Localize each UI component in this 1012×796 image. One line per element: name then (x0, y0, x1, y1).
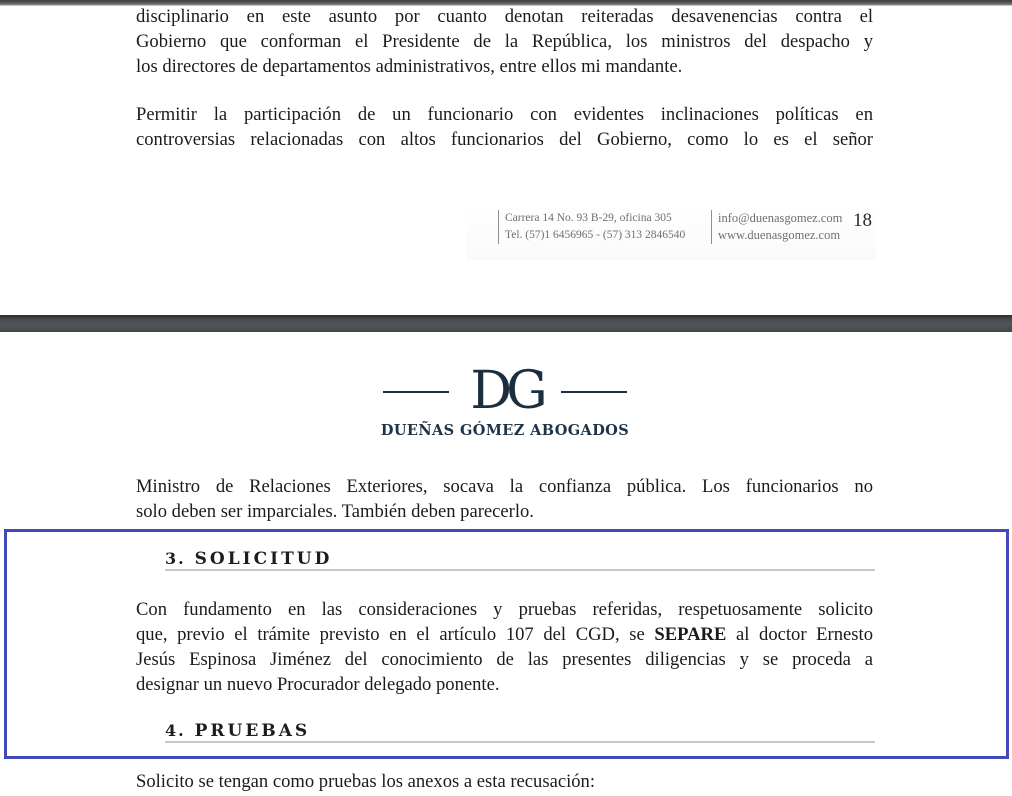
footer-address: Carrera 14 No. 93 B-29, oficina 305 (505, 212, 672, 224)
logo-firm-name: DUEÑAS GÓMEZ ABOGADOS (380, 422, 630, 439)
text-run: que, previo el trámite previsto en el artículo 107 del CGD, se (136, 624, 655, 645)
text-line: Ministro de Relaciones Exteriores, socava la confianza pública. Los funcionarios no (136, 476, 873, 497)
text-line: controversias relacionadas con altos funcionarios del Gobierno, como lo es el señor (136, 129, 873, 150)
section-number: 4. (165, 721, 186, 740)
body-paragraph (136, 4, 873, 79)
text-line: los directores de departamentos administrativos, entre ellos mi mandante. (136, 56, 683, 77)
section-title: SOLICITUD (194, 549, 333, 569)
pruebas-paragraph: Solicito se tengan como pruebas los anexos a esta recusación: (136, 771, 596, 792)
emphasis-separe: SEPARE (654, 624, 727, 645)
text-line: designar un nuevo Procurador delegado ponente. (136, 674, 500, 695)
text-line: Jesús Espinosa Jiménez del conocimiento de las presentes diligencias y se proceda a (136, 649, 873, 670)
text-line: Permitir la participación de un funcionario con evidentes inclinaciones políticas en (136, 104, 873, 125)
section-heading-pruebas (165, 721, 875, 743)
page-footer (466, 202, 876, 260)
firm-logo (380, 361, 630, 446)
footer-contact-block (711, 210, 842, 244)
page-separator (0, 315, 1012, 332)
footer-email: info@duenasgomez.com (718, 211, 843, 225)
section-title: PRUEBAS (194, 721, 311, 741)
text-line: solo deben ser imparciales. También deben parecerlo. (136, 501, 534, 522)
body-paragraph (136, 474, 873, 524)
body-paragraph (136, 102, 873, 152)
footer-phone: Tel. (57)1 6456965 - (57) 313 2846540 (505, 229, 686, 241)
logo-rule-left (383, 391, 449, 393)
section-number: 3. (165, 549, 186, 568)
solicitud-paragraph (136, 597, 873, 697)
logo-monogram: DG (470, 361, 542, 421)
text-line (136, 622, 873, 647)
text-run: al doctor Ernesto (726, 624, 873, 645)
footer-website: www.duenasgomez.com (718, 228, 841, 242)
text-line: Con fundamento en las consideraciones y pruebas referidas, respetuosamente solicito (136, 599, 873, 620)
text-line: Gobierno que conforman el Presidente de la República, los ministros del despacho y (136, 31, 873, 52)
text-line: disciplinario en este asunto por cuanto denotan reiteradas desavenencias contra el (136, 6, 873, 27)
section-heading-solicitud (165, 549, 875, 571)
logo-rule-right (561, 391, 627, 393)
page-number: 18 (853, 210, 872, 231)
document-page-18 (0, 6, 1012, 315)
footer-address-block (498, 210, 685, 244)
